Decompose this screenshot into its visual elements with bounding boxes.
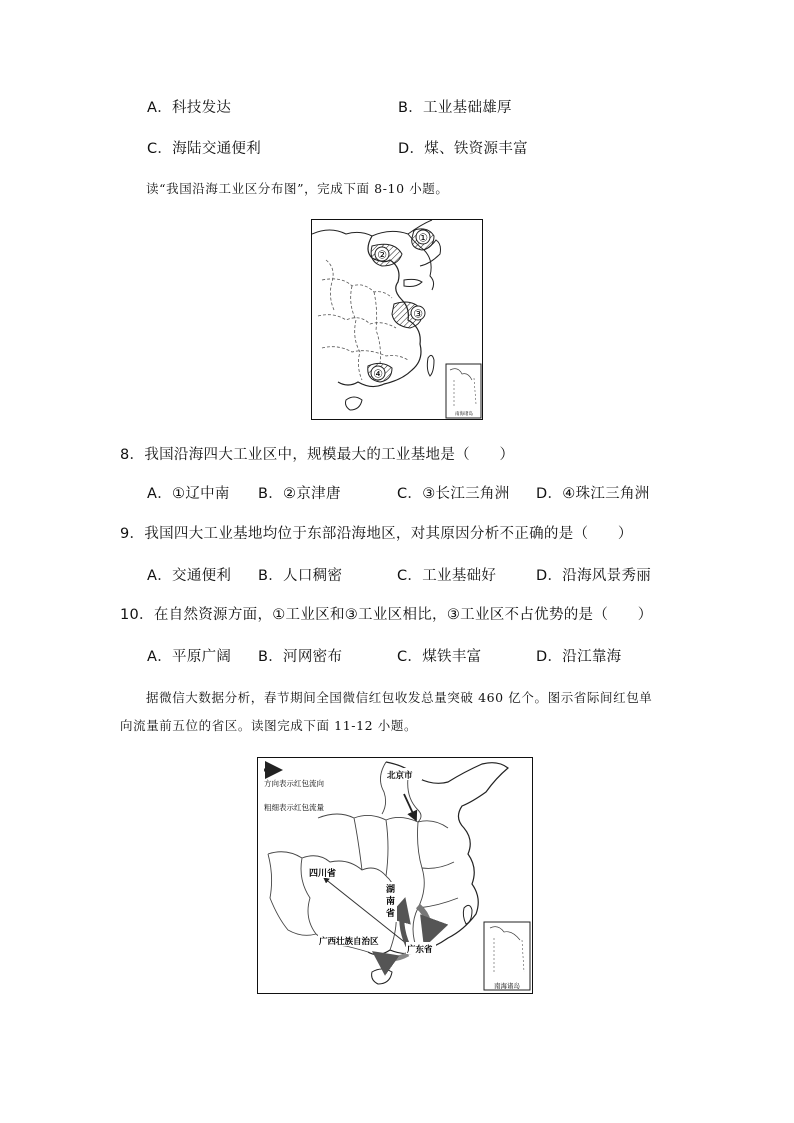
inset-label: 南海诸岛 bbox=[494, 982, 520, 990]
guangxi-flow-arrow bbox=[376, 954, 408, 959]
option-9c: C．工业基础好 bbox=[397, 568, 497, 584]
question-8-stem: 8．我国沿海四大工业区中，规模最大的工业基地是（ ） bbox=[120, 447, 515, 463]
question-9-stem: 9．我国四大工业基地均位于东部沿海地区，对其原因分析不正确的是（ ） bbox=[120, 526, 633, 542]
hunan-label-3: 省 bbox=[386, 909, 396, 919]
option-10a: A．平原广阔 bbox=[147, 649, 232, 665]
zone-1-marker: ① bbox=[418, 231, 428, 245]
zone-3-marker: ③ bbox=[413, 307, 423, 321]
guangdong-flow-arrow bbox=[418, 906, 429, 942]
coastal-industry-map bbox=[311, 219, 483, 420]
option-8b: B．②京津唐 bbox=[258, 486, 341, 502]
red-packet-flow-map-drawing bbox=[258, 758, 532, 993]
intro-map1: 读“我国沿海工业区分布图”，完成下面 8-10 小题。 bbox=[146, 181, 449, 196]
sichuan-label: 四川省 bbox=[309, 869, 337, 879]
legend-line2: 粗细表示红包流量 bbox=[264, 803, 324, 812]
option-10d: D．沿江靠海 bbox=[536, 649, 622, 665]
guangxi-label: 广西壮族自治区 bbox=[319, 937, 379, 947]
south-china-sea-inset bbox=[446, 364, 481, 418]
option-9d: D．沿海风景秀丽 bbox=[536, 568, 652, 584]
hunan-label-2: 南 bbox=[386, 897, 396, 907]
red-packet-flow-map bbox=[257, 757, 533, 994]
option-7a: A．科技发达 bbox=[147, 100, 232, 116]
intro-map2-line2: 向流量前五位的省区。读图完成下面 11-12 小题。 bbox=[120, 718, 418, 733]
intro-map2-line1: 据微信大数据分析，春节期间全国微信红包收发总量突破 460 亿个。图示省际间红包单 bbox=[146, 690, 653, 705]
zone-2-marker: ② bbox=[377, 248, 387, 262]
legend-line1: 方向表示红包流向 bbox=[264, 779, 324, 788]
option-10c: C．煤铁丰富 bbox=[397, 649, 482, 665]
hunan-flow-arrow bbox=[402, 902, 408, 946]
option-7c: C．海陆交通便利 bbox=[147, 141, 262, 157]
hunan-label-1: 湖 bbox=[386, 885, 396, 895]
beijing-label: 北京市 bbox=[387, 771, 413, 781]
option-8c: C．③长江三角洲 bbox=[397, 486, 510, 502]
option-7d: D．煤、铁资源丰富 bbox=[398, 141, 528, 157]
option-8a: A．①辽中南 bbox=[147, 486, 230, 502]
coastal-industry-map-drawing bbox=[312, 220, 482, 419]
option-9a: A．交通便利 bbox=[147, 568, 232, 584]
guangdong-label: 广东省 bbox=[407, 945, 433, 955]
question-10-stem: 10．在自然资源方面，①工业区和③工业区相比，③工业区不占优势的是（ ） bbox=[120, 607, 653, 623]
option-10b: B．河网密布 bbox=[258, 649, 343, 665]
zone-4-marker: ④ bbox=[373, 367, 383, 381]
option-7b: B．工业基础雄厚 bbox=[398, 100, 512, 116]
option-9b: B．人口稠密 bbox=[258, 568, 343, 584]
option-8d: D．④珠江三角洲 bbox=[536, 486, 650, 502]
inset-label: 南海诸岛 bbox=[455, 412, 473, 417]
